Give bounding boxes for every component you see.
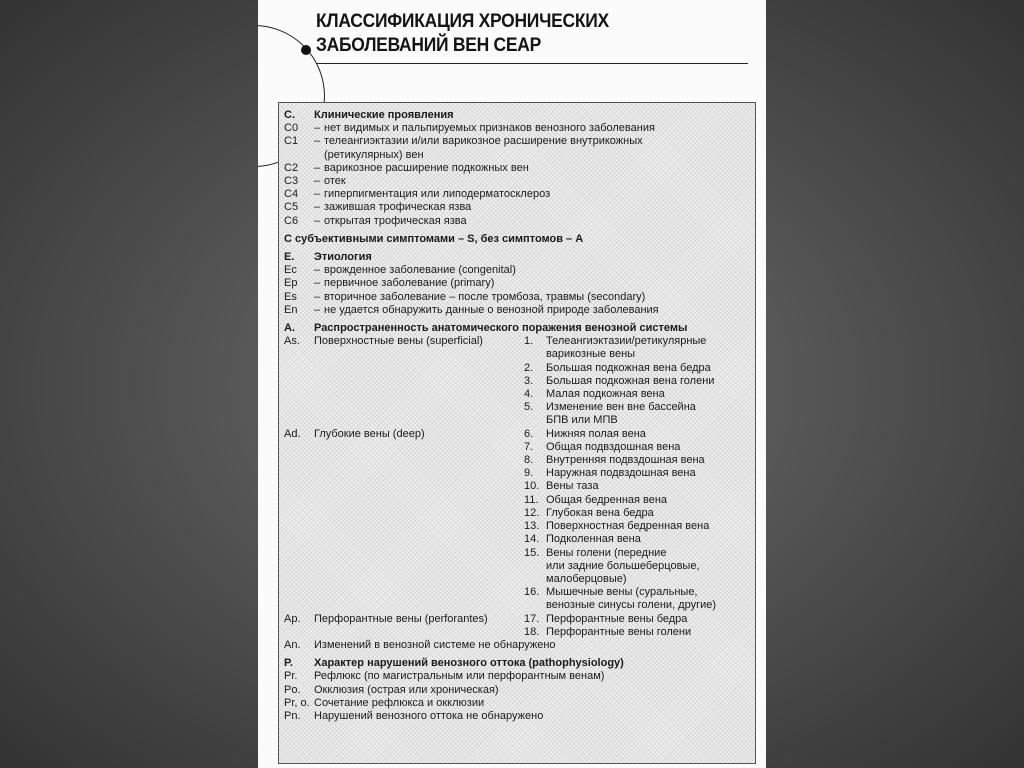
item-number: 18. xyxy=(524,625,540,638)
anatomy-code xyxy=(284,414,314,427)
item-number xyxy=(524,599,546,612)
item-text: телеангиэктазии и/или варикозное расширение внутрикожных xyxy=(324,135,643,148)
item-number xyxy=(524,414,546,427)
list-item xyxy=(284,149,754,162)
anatomy-item: Наружная подвздошная вена xyxy=(546,467,696,480)
section-title: Клинические проявления xyxy=(314,109,454,121)
anatomy-code xyxy=(284,547,314,560)
anatomy-row xyxy=(284,362,754,375)
anatomy-row xyxy=(284,613,754,626)
item-code: Pr, o. xyxy=(284,696,310,709)
dash: – xyxy=(314,277,321,290)
anatomy-group xyxy=(314,520,524,533)
anatomy-group xyxy=(314,348,524,361)
section-c-heading xyxy=(284,109,754,122)
anatomy-code: As. xyxy=(284,335,300,348)
anatomy-group xyxy=(314,375,524,388)
list-item xyxy=(284,291,754,304)
anatomy-code xyxy=(284,467,314,480)
anatomy-item: Общая бедренная вена xyxy=(546,493,668,506)
anatomy-code xyxy=(284,388,314,401)
anatomy-group xyxy=(314,507,524,520)
dash: – xyxy=(314,122,321,135)
anatomy-item: Внутренняя подвздошная вена xyxy=(546,454,705,467)
dash: – xyxy=(314,264,321,277)
anatomy-group xyxy=(314,560,524,573)
item-number xyxy=(524,348,546,361)
anatomy-item: Перфорантные вены голени xyxy=(546,625,692,638)
item-text: (ретикулярных) вен xyxy=(324,148,424,161)
item-text: не удается обнаружить данные о венозной природе заболевания xyxy=(324,303,659,316)
item-number: 8. xyxy=(524,454,534,467)
anatomy-item: или задние большеберцовые, xyxy=(546,559,700,572)
anatomy-code xyxy=(284,441,314,454)
dash: – xyxy=(314,290,321,303)
anatomy-code xyxy=(284,533,314,546)
anatomy-row xyxy=(284,533,754,546)
item-code: Ep xyxy=(284,277,298,290)
anatomy-item: Подколенная вена xyxy=(546,533,641,546)
anatomy-item: БПВ или МПВ xyxy=(546,414,618,427)
anatomy-group xyxy=(314,454,524,467)
anatomy-row xyxy=(284,335,754,348)
anatomy-group xyxy=(314,480,524,493)
anatomy-group xyxy=(314,533,524,546)
list-item xyxy=(284,277,754,290)
anatomy-row xyxy=(284,494,754,507)
anatomy-row xyxy=(284,441,754,454)
list-item xyxy=(284,188,754,201)
section-a-heading xyxy=(284,322,754,335)
list-item xyxy=(284,175,754,188)
item-number: 15. xyxy=(524,546,540,559)
item-code: C4 xyxy=(284,188,299,201)
section-e-heading xyxy=(284,251,754,264)
list-item xyxy=(284,264,754,277)
anatomy-item: Поверхностная бедренная вена xyxy=(546,520,710,533)
section-title: Характер нарушений венозного оттока (pathophysiology) xyxy=(314,657,624,670)
anatomy-row xyxy=(284,480,754,493)
dash: – xyxy=(314,188,321,201)
dash: – xyxy=(314,303,321,316)
anatomy-group xyxy=(314,586,524,599)
title-divider xyxy=(316,63,748,64)
anatomy-group xyxy=(314,388,524,401)
anatomy-group: Глубокие вены (deep) xyxy=(314,427,425,440)
section-title: Этиология xyxy=(314,251,372,264)
anatomy-rows xyxy=(284,335,754,639)
item-number xyxy=(524,573,546,586)
anatomy-item: Мышечные вены (суральные, xyxy=(546,586,698,599)
anatomy-group xyxy=(314,626,524,639)
item-text: гиперпигментация или липодерматосклероз xyxy=(324,188,551,201)
anatomy-item: Изменение вен вне бассейна xyxy=(546,401,696,414)
item-text: Окклюзия (острая или хроническая) xyxy=(314,683,499,696)
anatomy-group xyxy=(314,414,524,427)
item-code: C5 xyxy=(284,201,299,214)
section-code: P. xyxy=(284,657,293,670)
bullet-dot-icon xyxy=(301,45,311,55)
item-number: 7. xyxy=(524,440,534,453)
item-code: C2 xyxy=(284,161,299,174)
anatomy-group xyxy=(314,441,524,454)
page-title xyxy=(316,10,721,58)
list-item xyxy=(284,135,754,148)
item-text: врожденное заболевание (congenital) xyxy=(324,264,516,277)
anatomy-item: Общая подвздошная вена xyxy=(546,440,681,453)
anatomy-item: Вены таза xyxy=(546,480,599,493)
list-item xyxy=(284,710,754,723)
item-code: Po. xyxy=(284,683,301,696)
list-item xyxy=(284,122,754,135)
document-page xyxy=(258,0,766,768)
anatomy-code xyxy=(284,480,314,493)
item-number: 3. xyxy=(524,374,534,387)
item-text: нет видимых и пальпируемых признаков венозного заболевания xyxy=(324,122,655,135)
item-text: Рефлюкс (по магистральным или перфорантным венам) xyxy=(314,670,605,683)
anatomy-item: Нижняя полая вена xyxy=(546,427,646,440)
item-code: C0 xyxy=(284,122,299,135)
list-item xyxy=(284,684,754,697)
item-number: 16. xyxy=(524,586,540,599)
section-code: C. xyxy=(284,109,295,121)
item-text: вторичное заболевание – после тромбоза, травмы (secondary) xyxy=(324,290,646,303)
item-code xyxy=(284,149,314,162)
item-code: C1 xyxy=(284,135,299,148)
anatomy-row xyxy=(284,467,754,480)
item-number: 12. xyxy=(524,506,540,519)
item-number: 4. xyxy=(524,388,534,401)
dash: – xyxy=(314,214,321,227)
anatomy-row xyxy=(284,401,754,414)
item-code: Pr. xyxy=(284,670,298,683)
anatomy-group: Перфорантные вены (perforantes) xyxy=(314,612,488,625)
list-item xyxy=(284,697,754,710)
item-code: Pn. xyxy=(284,709,301,722)
anatomy-item: Большая подкожная вена голени xyxy=(546,374,715,387)
item-number: 17. xyxy=(524,612,540,625)
title-line-1: КЛАССИФИКАЦИЯ ХРОНИЧЕСКИХ xyxy=(316,11,609,32)
item-number: 6. xyxy=(524,427,534,440)
dash: – xyxy=(314,135,321,148)
item-code: Es xyxy=(284,290,297,303)
anatomy-row xyxy=(284,348,754,361)
anatomy-item: венозные синусы голени, другие) xyxy=(546,599,717,612)
item-code: C3 xyxy=(284,175,299,188)
section-title: Распространенность анатомического поражения венозной системы xyxy=(314,322,688,335)
anatomy-code xyxy=(284,520,314,533)
anatomy-item: малоберцовые) xyxy=(546,572,627,585)
list-item xyxy=(284,304,754,317)
anatomy-item: Вены голени (передние xyxy=(546,546,667,559)
anatomy-code xyxy=(284,586,314,599)
item-code: An. xyxy=(284,638,301,651)
section-code: E. xyxy=(284,251,295,264)
anatomy-row xyxy=(284,599,754,612)
item-number: 14. xyxy=(524,533,540,546)
list-item xyxy=(284,162,754,175)
anatomy-item: Глубокая вена бедра xyxy=(546,506,654,519)
item-text: зажившая трофическая язва xyxy=(324,201,472,214)
item-text: отек xyxy=(324,175,346,188)
item-number xyxy=(524,560,546,573)
anatomy-code xyxy=(284,401,314,414)
anatomy-row xyxy=(284,547,754,560)
item-number: 9. xyxy=(524,467,534,480)
dash: – xyxy=(314,175,321,188)
anatomy-row xyxy=(284,388,754,401)
item-text: Нарушений венозного оттока не обнаружено xyxy=(314,709,544,722)
list-item xyxy=(284,639,754,652)
anatomy-code: Ap. xyxy=(284,612,301,625)
anatomy-row xyxy=(284,626,754,639)
item-number: 13. xyxy=(524,520,540,533)
list-item xyxy=(284,670,754,683)
anatomy-item: варикозные вены xyxy=(546,348,636,361)
anatomy-code xyxy=(284,560,314,573)
anatomy-code: Ad. xyxy=(284,427,301,440)
anatomy-group xyxy=(314,362,524,375)
item-text: первичное заболевание (primary) xyxy=(324,277,495,290)
anatomy-item: Перфорантные вены бедра xyxy=(546,612,688,625)
item-text: Изменений в венозной системе не обнаружено xyxy=(314,638,556,651)
anatomy-group xyxy=(314,573,524,586)
dash-spacer xyxy=(314,149,324,162)
item-code: En xyxy=(284,303,298,316)
anatomy-code xyxy=(284,454,314,467)
anatomy-row xyxy=(284,507,754,520)
anatomy-code xyxy=(284,362,314,375)
item-number: 1. xyxy=(524,335,534,348)
item-text: открытая трофическая язва xyxy=(324,214,467,227)
anatomy-code xyxy=(284,494,314,507)
item-number: 10. xyxy=(524,480,540,493)
anatomy-row xyxy=(284,414,754,427)
item-number: 2. xyxy=(524,361,534,374)
symptoms-note: С субъективными симптомами – S, без симптомов – А xyxy=(284,232,584,245)
section-p-heading xyxy=(284,657,754,670)
classification-table xyxy=(278,102,756,764)
anatomy-row xyxy=(284,428,754,441)
anatomy-row xyxy=(284,560,754,573)
item-code: C6 xyxy=(284,214,299,227)
list-item xyxy=(284,201,754,214)
anatomy-group xyxy=(314,547,524,560)
anatomy-row xyxy=(284,375,754,388)
title-line-2: ЗАБОЛЕВАНИЙ ВЕН СЕАР xyxy=(316,35,542,56)
item-code: Ec xyxy=(284,264,297,277)
anatomy-code xyxy=(284,507,314,520)
anatomy-code xyxy=(284,599,314,612)
anatomy-group xyxy=(314,467,524,480)
dash: – xyxy=(314,201,321,214)
anatomy-group xyxy=(314,599,524,612)
anatomy-row xyxy=(284,520,754,533)
item-number: 5. xyxy=(524,401,534,414)
anatomy-row xyxy=(284,586,754,599)
item-text: Сочетание рефлюкса и окклюзии xyxy=(314,696,485,709)
anatomy-item: Большая подкожная вена бедра xyxy=(546,361,711,374)
anatomy-item: Малая подкожная вена xyxy=(546,388,665,401)
anatomy-group xyxy=(314,494,524,507)
section-code: A. xyxy=(284,322,295,335)
list-item xyxy=(284,215,754,228)
anatomy-code xyxy=(284,348,314,361)
anatomy-code xyxy=(284,573,314,586)
anatomy-item: Телеангиэктазии/ретикулярные xyxy=(546,335,707,348)
item-text: варикозное расширение подкожных вен xyxy=(324,161,529,174)
anatomy-group xyxy=(314,401,524,414)
item-number: 11. xyxy=(524,493,539,506)
anatomy-code xyxy=(284,375,314,388)
anatomy-code xyxy=(284,626,314,639)
anatomy-row xyxy=(284,454,754,467)
anatomy-row xyxy=(284,573,754,586)
dash: – xyxy=(314,161,321,174)
anatomy-group: Поверхностные вены (superficial) xyxy=(314,335,483,348)
